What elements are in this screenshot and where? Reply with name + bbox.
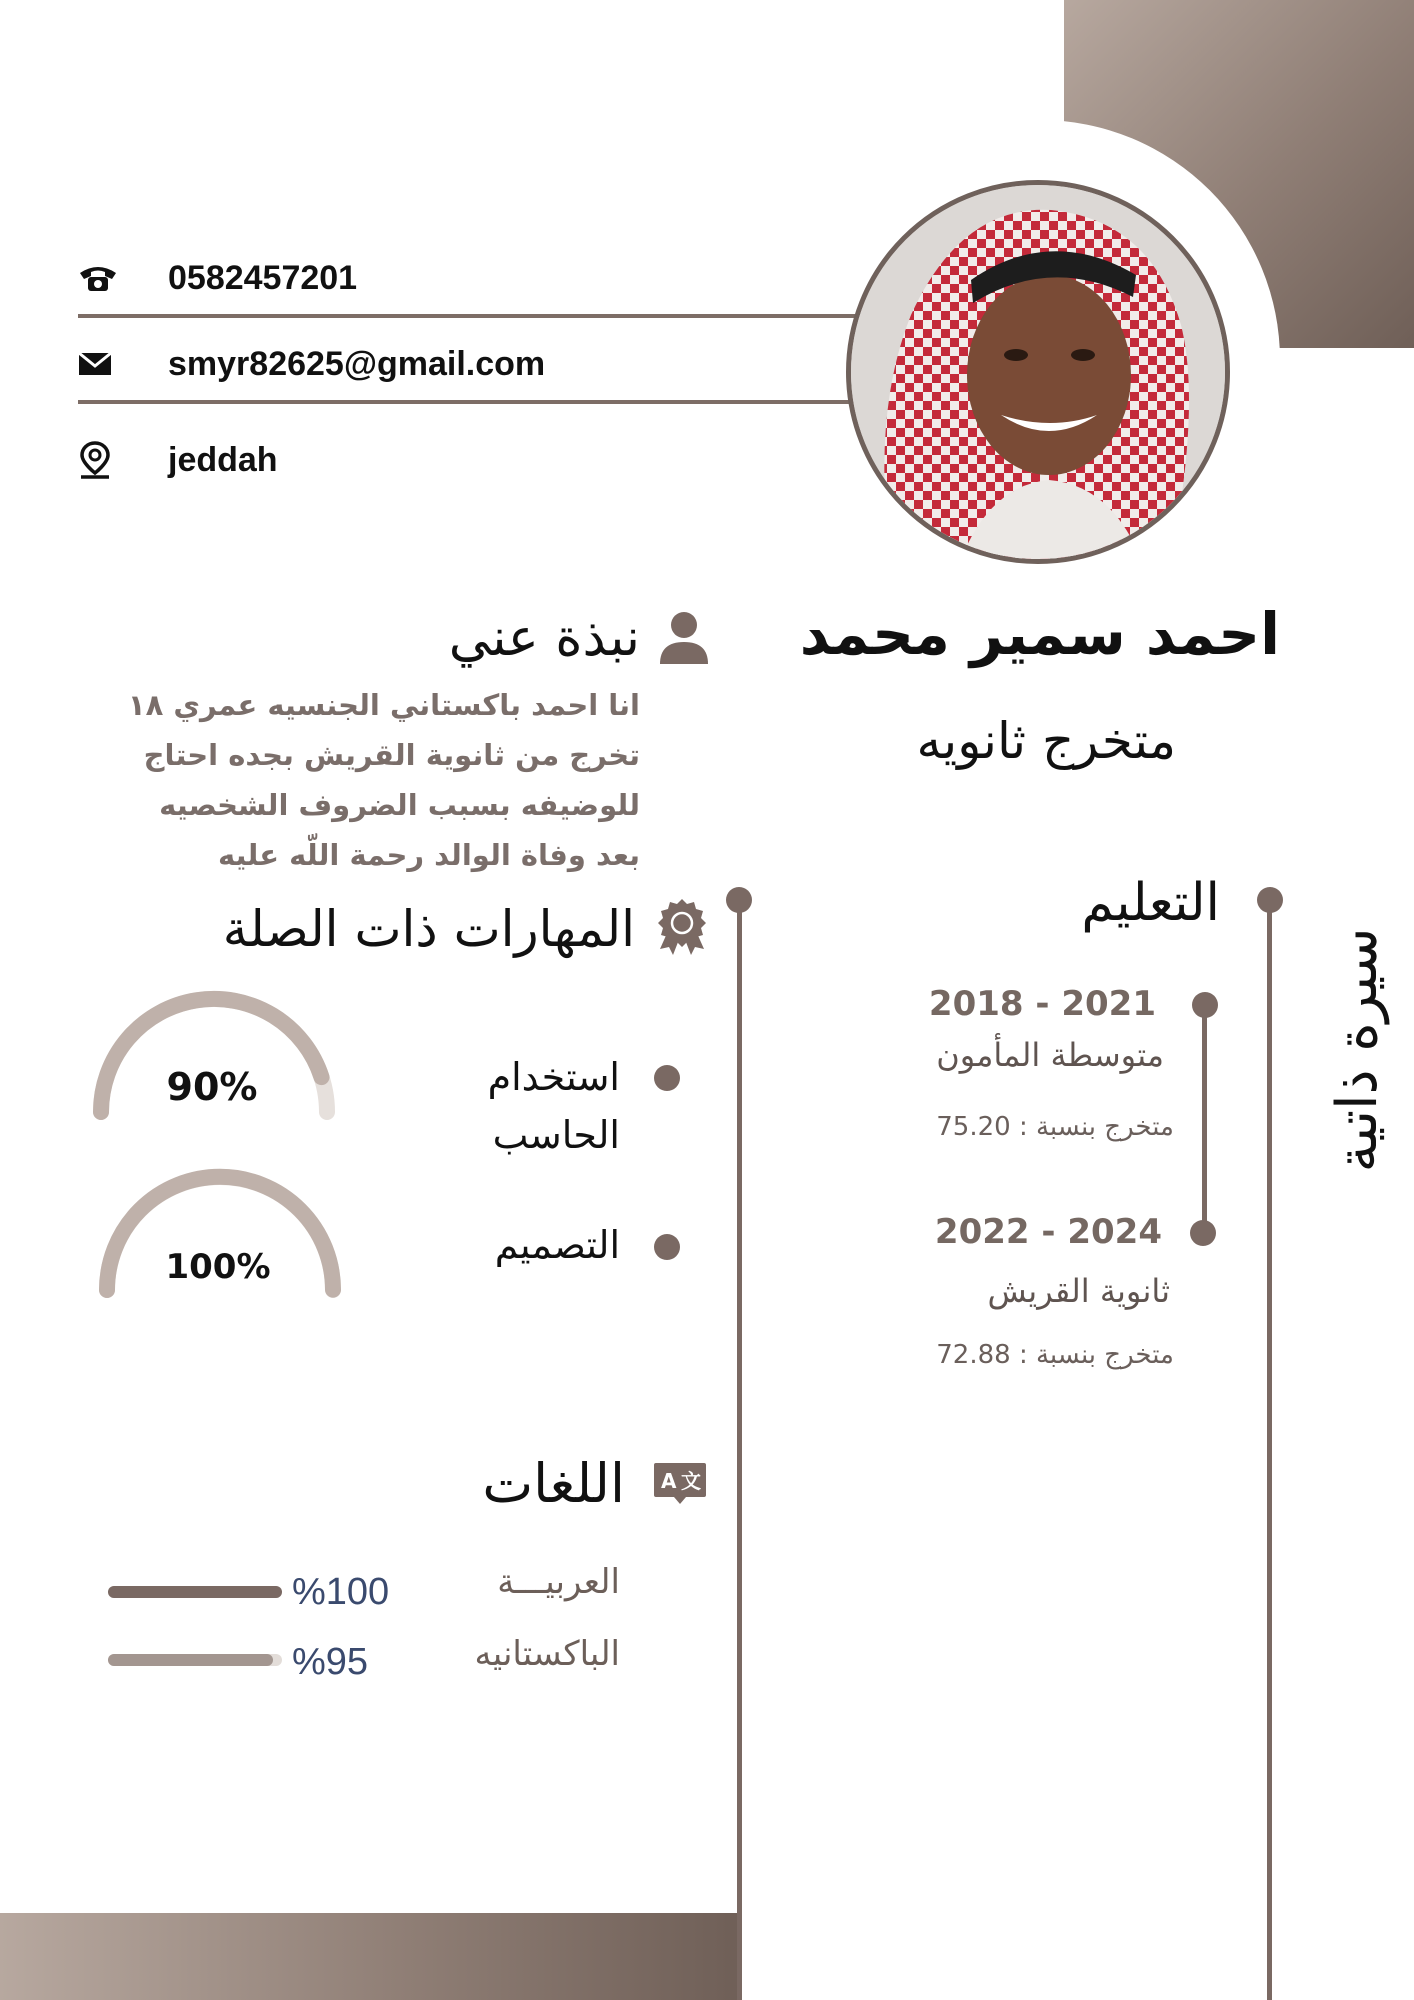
about-heading: نبذة عني bbox=[448, 608, 640, 668]
education-years: 2024 - 2022 bbox=[934, 1212, 1162, 1252]
about-text bbox=[60, 680, 640, 880]
language-bar-fill bbox=[108, 1654, 273, 1666]
skill-bullet bbox=[654, 1065, 680, 1091]
language-bar bbox=[108, 1654, 282, 1666]
full-name: احمد سمير محمد bbox=[799, 600, 1280, 668]
about-line: للوضيفه بسبب الضروف الشخصيه bbox=[159, 788, 640, 822]
contact-location-row bbox=[78, 430, 858, 490]
contact-divider bbox=[78, 314, 858, 318]
skill-gauge bbox=[92, 1168, 352, 1308]
language-bar-fill bbox=[108, 1586, 282, 1598]
skill-gauge-value: 100% bbox=[165, 1247, 271, 1287]
profile-photo bbox=[846, 180, 1230, 564]
skill-bullet bbox=[654, 1234, 680, 1260]
cv-heading-text: سيرة ذاتية bbox=[1325, 927, 1390, 1173]
language-label: الباكستانيه bbox=[474, 1634, 620, 1674]
about-line: تخرج من ثانوية القريش بجده احتاج bbox=[143, 738, 640, 772]
timeline-line bbox=[737, 900, 742, 2000]
cv-vertical-heading bbox=[1318, 890, 1398, 1210]
languages-heading: اللغات bbox=[482, 1452, 625, 1515]
skill-label: استخدام الحاسب bbox=[487, 1055, 620, 1157]
skill-gauge bbox=[86, 990, 346, 1130]
email-address[interactable]: smyr82625@gmail.com bbox=[168, 344, 546, 383]
bottom-decor-block bbox=[0, 1913, 742, 2000]
education-years: 2021 - 2018 bbox=[928, 984, 1156, 1024]
skills-heading: المهارات ذات الصلة bbox=[222, 900, 635, 958]
skill-label: التصميم bbox=[494, 1223, 620, 1267]
education-dot bbox=[1190, 1220, 1216, 1246]
contact-phone-row bbox=[78, 248, 858, 308]
education-school: ثانوية القريش bbox=[987, 1272, 1170, 1310]
job-title: متخرج ثانويه bbox=[916, 712, 1176, 770]
language-label: العربيـــة bbox=[497, 1562, 620, 1602]
education-heading: التعليم bbox=[1081, 873, 1220, 933]
phone-number[interactable]: 0582457201 bbox=[168, 258, 358, 297]
education-school: متوسطة المأمون bbox=[936, 1036, 1164, 1074]
about-line: بعد وفاة الوالد رحمة اللّه عليه bbox=[217, 838, 640, 872]
svg-text:A: A bbox=[661, 1469, 677, 1493]
education-grade: متخرج بنسبة : 72.88 bbox=[936, 1340, 1174, 1370]
location-text: jeddah bbox=[168, 440, 278, 479]
education-grade: متخرج بنسبة : 75.20 bbox=[936, 1112, 1174, 1142]
svg-text:文: 文 bbox=[681, 1469, 701, 1493]
mail-icon bbox=[78, 344, 118, 384]
education-line bbox=[1202, 1005, 1207, 1233]
contact-email-row bbox=[78, 334, 858, 394]
language-value: %100 bbox=[292, 1571, 390, 1613]
language-bar bbox=[108, 1586, 282, 1598]
translate-icon bbox=[652, 1461, 708, 1509]
award-badge-icon bbox=[654, 897, 710, 959]
timeline-line bbox=[1267, 900, 1272, 2000]
language-value: %95 bbox=[292, 1641, 369, 1683]
location-pin-icon bbox=[78, 440, 118, 480]
skill-gauge-value: 90% bbox=[166, 1065, 258, 1109]
contact-divider bbox=[78, 400, 858, 404]
phone-icon bbox=[78, 258, 118, 298]
user-icon bbox=[656, 610, 712, 668]
about-line: انا احمد باكستاني الجنسيه عمري ١٨ bbox=[127, 688, 640, 722]
